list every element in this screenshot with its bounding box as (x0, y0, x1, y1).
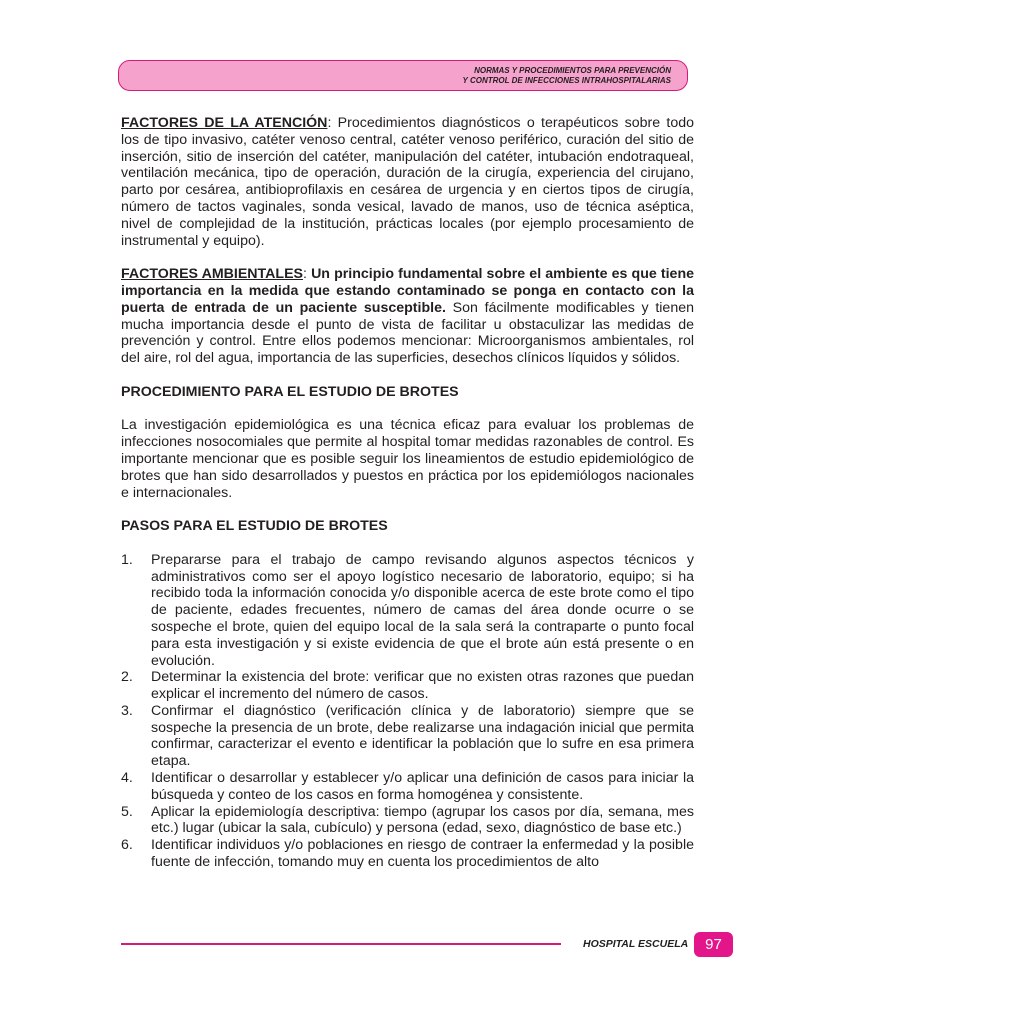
list-item-text: Identificar o desarrollar y establecer y/o aplicar una definición de casos para iniciar la búsqueda y conteo de los casos en forma homogénea y consistente. (151, 770, 694, 803)
term-factores-atencion: FACTORES DE LA ATENCIÓN (121, 115, 328, 131)
header-title-line1: NORMAS Y PROCEDIMIENTOS PARA PREVENCIÓN (474, 66, 671, 75)
term-factores-ambientales: FACTORES AMBIENTALES (121, 266, 303, 283)
footer-label: HOSPITAL ESCUELA (583, 938, 689, 950)
page-number-badge: 97 (694, 932, 733, 957)
term-separator: : (303, 266, 312, 283)
ambientales-text: Son fácilmente modificables y tienen mucha importancia desde el punto de vista de facilitar u obstaculizar las medidas de prevención y control. Entre ellos podemos mencionar: Microorganismos ambientales, rol del aire, rol del agua, importancia de las superficies, desechos clínicos líquidos y sólidos. (121, 299, 694, 367)
list-item-text: Identificar individuos y/o poblaciones en riesgo de contraer la enfermedad y la posible fuente de infección, tomando muy en cuenta los procedimientos de alto (151, 837, 694, 871)
header-title (463, 66, 671, 86)
list-item-text: Confirmar el diagnóstico (verificación clínica y de laboratorio) siempre que se sospeche la presencia de un brote, debe realizarse una indagación inicial que permita confirmar, caracterizar el evento e identificar la población que lo sufre en esa primera etapa. (151, 702, 694, 770)
header-banner (118, 60, 688, 91)
paragraph-investigacion: La investigación epidemiológica es una técnica eficaz para evaluar los problemas de infecciones nosocomiales que permite al hospital tomar medidas razonables de control. Es importante mencionar que es posible seguir los lineamientos de estudio epidemiológico de brotes que han sido desarrollados y puestos en práctica por los epidemiólogos nacionales e internacionales. (121, 417, 694, 501)
list-item (121, 770, 694, 804)
list-item-text: Aplicar la epidemiología descriptiva: tiempo (agrupar los casos por día, semana, mes etc.) lugar (ubicar la sala, cubículo) y persona (edad, sexo, diagnóstico de base etc.) (151, 803, 694, 837)
list-item (121, 552, 694, 670)
footer-divider (121, 943, 561, 945)
pasos-list (121, 552, 694, 871)
ambientales-bold-text: Un principio fundamental sobre el ambiente es que tiene importancia en la medida que estando contaminado se ponga en contacto con la puerta de entrada de un paciente susceptible. (121, 266, 694, 316)
heading-procedimiento-brotes: PROCEDIMIENTO PARA EL ESTUDIO DE BROTES (121, 383, 459, 400)
list-item-number: 3. (121, 702, 133, 719)
paragraph-factores-ambientales (121, 266, 694, 367)
list-item-number: 1. (121, 551, 133, 568)
atencion-text: Procedimientos diagnósticos o terapéuticos sobre todo los de tipo invasivo, catéter venoso central, catéter venoso periférico, curación del sitio de inserción, sitio de inserción del catéter, manipulación del catéter, intubación endotraqueal, ventilación mecánica, tipo de operación, duración de la cirugía, experiencia del cirujano, parto por cesárea, antibioprofilaxis en cesárea de urgencia y en ciertos tipos de cirugía, número de tactos vaginales, sonda vesical, lavado de manos, uso de técnica aséptica, nivel de complejidad de la institución, prácticas locales (por ejemplo procesamiento de instrumental y equipo). (121, 115, 694, 249)
heading-pasos-brotes: PASOS PARA EL ESTUDIO DE BROTES (121, 518, 388, 535)
list-item-number: 5. (121, 803, 133, 820)
term-separator: : (327, 115, 338, 131)
list-item (121, 669, 694, 703)
list-item-text: Prepararse para el trabajo de campo revisando algunos aspectos técnicos y administrativos como ser el apoyo logístico necesario de laboratorio, equipo; si ha recibido toda la información conocida y/o disponible acerca de este brote como el tipo de paciente, edades frecuentes, número de camas del área donde ocurre o se sospeche el brote, quien del equipo local de la sala será la contraparte o punto focal para esta investigación y si existe evidencia de que el brote aún está presente o en evolución. (151, 551, 694, 669)
list-item-number: 6. (121, 837, 133, 854)
paragraph-factores-atencion (121, 115, 694, 249)
document-body (121, 115, 694, 871)
list-item (121, 837, 694, 871)
header-title-line2: Y CONTROL DE INFECCIONES INTRAHOSPITALARIAS (462, 76, 671, 85)
list-item (121, 804, 694, 838)
list-item-number: 2. (121, 669, 133, 686)
list-item (121, 703, 694, 770)
list-item-text: Determinar la existencia del brote: verificar que no existen otras razones que puedan explicar el incremento del número de casos. (151, 669, 694, 703)
list-item-number: 4. (121, 770, 133, 787)
